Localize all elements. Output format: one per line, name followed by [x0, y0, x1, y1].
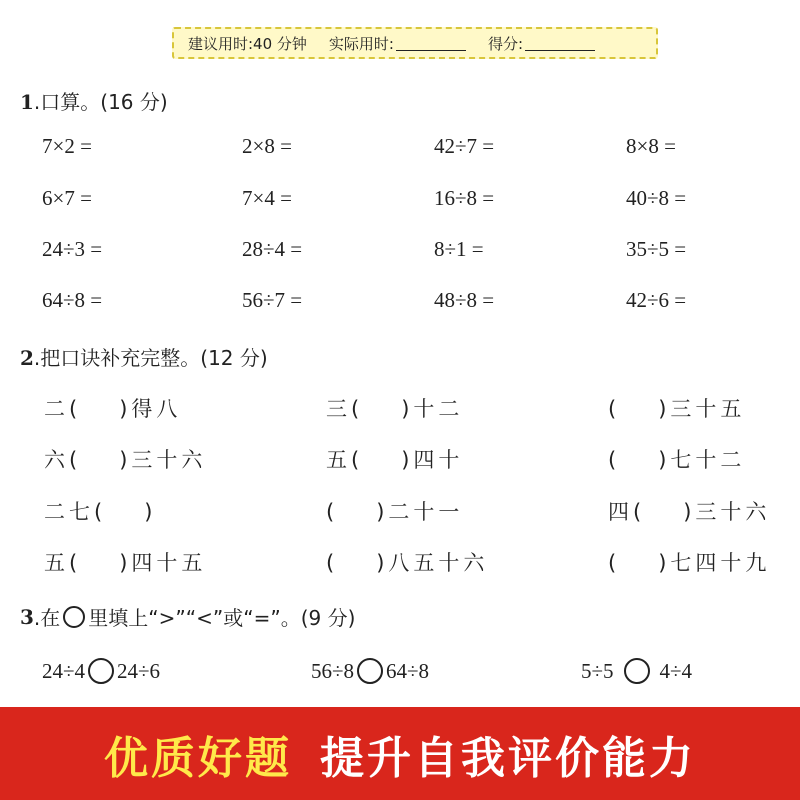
rhyme-item: [44, 393, 181, 423]
banner-text: [104, 722, 696, 786]
rhyme-prefix: (: [326, 500, 339, 524]
mental-math-item: 7×4 =: [242, 186, 292, 210]
rhyme-prefix: 五(: [326, 448, 364, 472]
mental-math-item: 24÷3 =: [42, 237, 103, 261]
rhyme-prefix: (: [608, 551, 621, 575]
section1-row: [0, 237, 800, 267]
mental-math-item: 56÷7 =: [242, 288, 303, 312]
mental-math-item: 16÷8 =: [434, 186, 495, 210]
rhyme-suffix: )七十二: [658, 448, 746, 472]
rhyme-prefix: 三(: [326, 397, 364, 421]
rhyme-item: [326, 444, 463, 474]
rhyme-suffix: )四十五: [119, 551, 207, 575]
score-label: 得分:: [487, 34, 524, 53]
mental-math-item: 40÷8 =: [626, 186, 687, 210]
rhyme-suffix: )三十六: [683, 500, 771, 524]
mental-math-item: 35÷5 =: [626, 237, 687, 261]
section1-row: [0, 134, 800, 164]
comparison-right: 64÷8: [386, 658, 430, 683]
mental-math-item: 6×7 =: [42, 186, 92, 210]
rhyme-item: [326, 547, 488, 577]
mental-math-item: 2×8 =: [242, 134, 292, 158]
mental-math-item: 42÷6 =: [626, 288, 687, 312]
rhyme-item: [608, 444, 745, 474]
rhyme-suffix: ): [144, 500, 157, 524]
section1-row: [0, 186, 800, 216]
section2-row: [0, 444, 800, 474]
rhyme-prefix: 四(: [608, 500, 646, 524]
mental-math-item: 8×8 =: [626, 134, 676, 158]
section2-title: 2.把口诀补充完整。(12 分): [20, 346, 268, 370]
compare-circle-icon[interactable]: [357, 658, 383, 684]
rhyme-prefix: 二七(: [44, 500, 107, 524]
comparison-left: 5÷5: [581, 658, 614, 683]
rhyme-item: [608, 393, 745, 423]
suggested-time: 建议用时:40 分钟: [188, 34, 307, 53]
rhyme-item: [44, 547, 206, 577]
rhyme-prefix: (: [608, 448, 621, 472]
comparison-item: [311, 658, 429, 684]
rhyme-item: [44, 444, 206, 474]
mental-math-item: 42÷7 =: [434, 134, 495, 158]
rhyme-suffix: )八五十六: [376, 551, 489, 575]
section3-row: [0, 658, 800, 688]
section1-row: [0, 288, 800, 318]
compare-circle-icon[interactable]: [624, 658, 650, 684]
mental-math-item: 28÷4 =: [242, 237, 303, 261]
mental-math-item: 64÷8 =: [42, 288, 103, 312]
compare-circle-icon[interactable]: [88, 658, 114, 684]
rhyme-suffix: )十二: [401, 397, 464, 421]
rhyme-item: [326, 496, 463, 526]
mental-math-item: 48÷8 =: [434, 288, 495, 312]
rhyme-suffix: )三十六: [119, 448, 207, 472]
time-score-box: [172, 27, 658, 59]
actual-time-blank[interactable]: [396, 36, 466, 51]
comparison-left: 56÷8: [311, 658, 355, 683]
bottom-banner: [0, 707, 800, 800]
section2-row: [0, 496, 800, 526]
banner-right: 提升自我评价能力: [320, 732, 696, 784]
comparison-right: 24÷6: [117, 658, 161, 683]
comparison-item: [42, 658, 160, 684]
banner-left: 优质好题: [104, 732, 292, 784]
section1-title: 1.口算。(16 分): [20, 90, 168, 114]
rhyme-item: [608, 547, 770, 577]
comparison-left: 24÷4: [42, 658, 86, 683]
comparison-item: [581, 658, 692, 684]
rhyme-suffix: )得八: [119, 397, 182, 421]
rhyme-suffix: )四十: [401, 448, 464, 472]
actual-time-label: 实际用时:: [328, 34, 394, 53]
score-blank[interactable]: [525, 36, 595, 51]
rhyme-prefix: (: [608, 397, 621, 421]
comparison-right: 4÷4: [659, 658, 693, 683]
mental-math-item: 8÷1 =: [434, 237, 484, 261]
rhyme-suffix: )七四十九: [658, 551, 771, 575]
rhyme-item: [326, 393, 463, 423]
rhyme-prefix: 六(: [44, 448, 82, 472]
rhyme-suffix: )三十五: [658, 397, 746, 421]
rhyme-item: [608, 496, 770, 526]
circle-icon: [63, 606, 85, 628]
mental-math-item: 7×2 =: [42, 134, 92, 158]
rhyme-suffix: )二十一: [376, 500, 464, 524]
rhyme-prefix: 二(: [44, 397, 82, 421]
rhyme-item: [44, 496, 156, 526]
section2-row: [0, 393, 800, 423]
section3-title: 3 .在 里填上“>”“<”或“=”。(9 分): [20, 604, 356, 630]
rhyme-prefix: 五(: [44, 551, 82, 575]
section2-row: [0, 547, 800, 577]
rhyme-prefix: (: [326, 551, 339, 575]
